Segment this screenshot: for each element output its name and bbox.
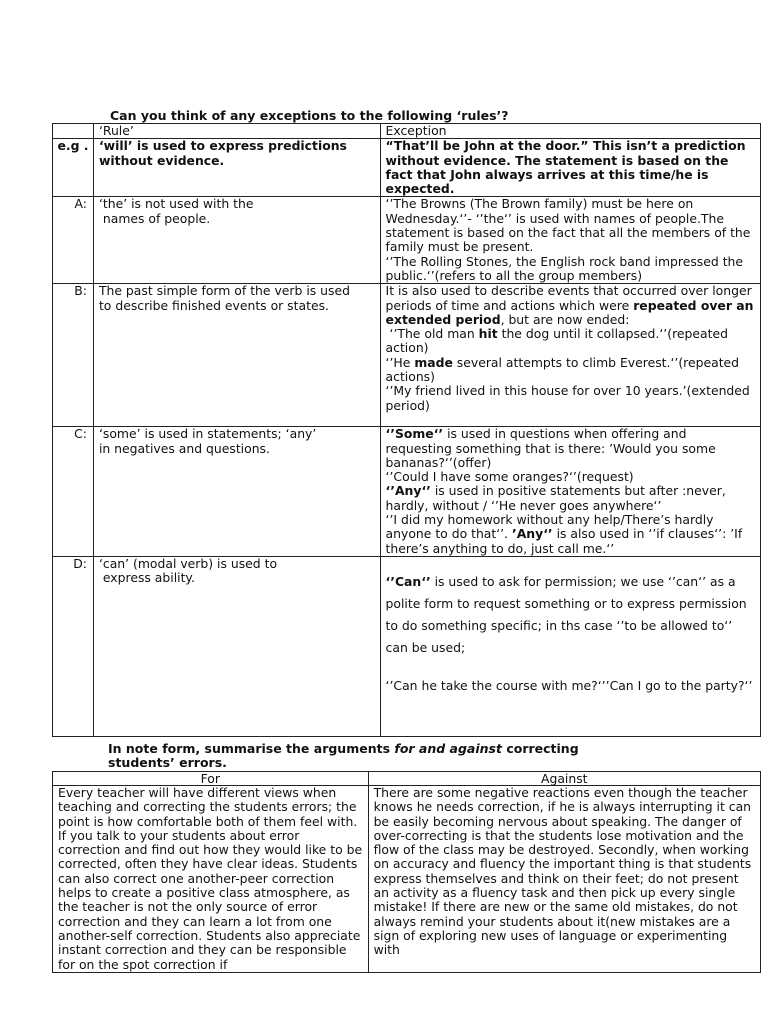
against-cell: There are some negative reactions even though the teacher knows he needs correction, if he is always interrupting it can be easily becoming nervous about speaking. The danger of over-correcting is that the students lose motivation and the flow of the class may be destroyed. Secondly, when working on accuracy and fluency the important thing is that students express themselves and think on their feet; do not present an activity as a fluency task and then pick up every single mistake! If there are new or the same old mistakes, do not always remind your students about it(new mistakes are a sign of exploring new uses of language or experimenting with bbox=[368, 786, 760, 973]
exception-para: ‘’He made several attempts to climb Everest.‘’(repeated actions) bbox=[385, 354, 740, 385]
exception-cell: “That’ll be John at the door.” This isn’t a prediction without evidence. The statement is based on the fact that John always arrives at this time/he is expected. bbox=[380, 139, 760, 197]
exception-para: ‘’Could I have some oranges?‘’(request) bbox=[385, 469, 634, 485]
rule-line: The past simple form of the verb is used bbox=[98, 283, 350, 299]
row-label: B: bbox=[53, 284, 94, 427]
exception-cell bbox=[380, 556, 760, 736]
exception-para: ‘’The Browns (The Brown family) must be here on Wednesday.‘’- ‘’the‘’ is used with names of people.The statement is based on the fact that all the members of the family must be present. bbox=[385, 196, 751, 255]
rule-line: to describe finished events or states. bbox=[98, 297, 329, 313]
for-cell: Every teacher will have different views when teaching and correcting the students errors; the point is how comfortable both of them feel with. If you talk to your students about error correction and find out how they would like to be corrected, often they have clear ideas. Students can also correct one another-peer correction helps to create a positive class atmosphere, as the teacher is not the only source of error correction and they can learn a lot from one another-self correction. Students also appreciate instant correction and they can be responsible for on the spot correction if bbox=[53, 786, 369, 973]
rule-line: express ability. bbox=[98, 570, 195, 586]
exception-para: ‘’Can he take the course with me?‘’’Can I go to the party?‘’ bbox=[385, 677, 753, 693]
exception-para: ‘’The old man hit the dog until it collapsed.‘’(repeated action) bbox=[385, 326, 728, 356]
table-header-row bbox=[53, 772, 761, 786]
exception-para: ‘’I did my homework without any help/There’s hardly anyone to do that‘’. ’Any‘’ is also used in ‘’if clauses‘’: ’If there’s anything to do, just call me.‘’ bbox=[385, 512, 743, 556]
rule-cell bbox=[93, 197, 380, 284]
exception-para: ‘’Some‘’ is used in questions when offering and requesting something that is there: ’Would you some bananas?‘’(offer) bbox=[385, 426, 716, 470]
question-2: In note form, summarise the arguments for and against correcting students’ errors. bbox=[108, 741, 579, 770]
rule-line: ‘the’ is not used with the bbox=[98, 196, 254, 212]
rules-exceptions-table bbox=[52, 123, 761, 737]
exception-cell bbox=[380, 197, 760, 284]
header-rule: ‘Rule’ bbox=[93, 124, 380, 139]
exception-para: ‘’My friend lived in this house for over 10 years.’(extended period) bbox=[385, 383, 750, 413]
table-header-row bbox=[53, 124, 761, 139]
table-row bbox=[53, 556, 761, 736]
for-against-table bbox=[52, 771, 761, 973]
row-label: e.g . bbox=[53, 139, 94, 197]
header-against: Against bbox=[368, 772, 760, 786]
row-label: C: bbox=[53, 427, 94, 557]
exception-para: ‘’Any‘’ is used in positive statements but after :never, hardly, without / ‘’He never goes anywhere‘’ bbox=[385, 483, 726, 513]
table-row bbox=[53, 284, 761, 427]
rule-line: ‘can’ (modal verb) is used to bbox=[98, 555, 278, 571]
row-label: A: bbox=[53, 197, 94, 284]
rule-line: without evidence. bbox=[98, 152, 225, 168]
rule-line: ‘will’ is used to express predictions bbox=[98, 138, 347, 154]
rule-cell bbox=[93, 284, 380, 427]
header-exception: Exception bbox=[380, 124, 760, 139]
table-row bbox=[53, 197, 761, 284]
exception-cell bbox=[380, 427, 760, 557]
table-row bbox=[53, 786, 761, 973]
rule-cell bbox=[93, 427, 380, 557]
rule-cell bbox=[93, 556, 380, 736]
header-for: For bbox=[53, 772, 369, 786]
rule-cell bbox=[93, 139, 380, 197]
row-label: D: bbox=[53, 556, 94, 736]
rule-line: names of people. bbox=[98, 210, 211, 226]
exception-para: It is also used to describe events that occurred over longer periods of time and actions which were repeated over an extended period, but are now ended: bbox=[385, 283, 754, 327]
exception-para: ‘’The Rolling Stones, the English rock band impressed the public.‘’(refers to all the group members) bbox=[385, 253, 744, 283]
exception-cell bbox=[380, 284, 760, 427]
table-row bbox=[53, 139, 761, 197]
rule-line: in negatives and questions. bbox=[98, 440, 270, 456]
table-row bbox=[53, 427, 761, 557]
exception-para: ‘’Can‘’ is used to ask for permission; we use ‘’can‘’ as a polite form to request something or to express permission to do something specific; in ths case ‘’to be allowed to‘’ can be used; bbox=[385, 573, 747, 655]
header-blank bbox=[53, 124, 94, 139]
question-1: Can you think of any exceptions to the following ‘rules’? bbox=[110, 108, 509, 123]
rule-line: ‘some’ is used in statements; ‘any’ bbox=[98, 426, 317, 442]
